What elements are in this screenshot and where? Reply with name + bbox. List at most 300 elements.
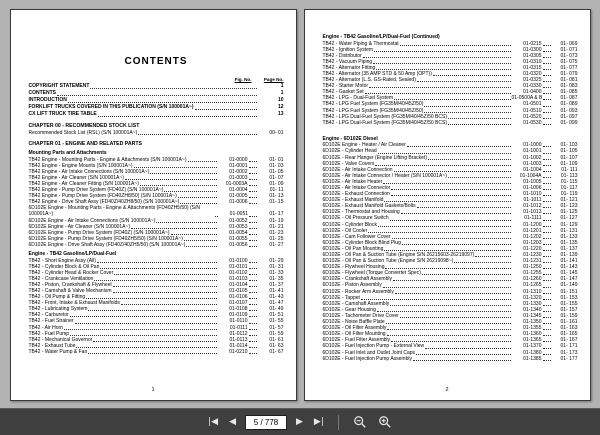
zoom-in-icon <box>378 415 392 429</box>
leader-dots <box>114 274 216 275</box>
zoom-in-button[interactable] <box>376 413 394 431</box>
toc-entry-fig: 01-1340 <box>523 306 542 313</box>
toc-entry-fig: 01-0051 <box>229 211 249 218</box>
toc-entry-page: 10 <box>277 97 284 103</box>
leader-dots <box>543 201 551 202</box>
toc-entry-label: TB42 - Cylinder Head & Rocker Cover <box>28 269 114 276</box>
toc-entry-label: TB42 Engine - Drive Shaft Assy (FD40Z/40ZH8/50) (S/N 100001A~) <box>28 199 180 206</box>
zoom-out-icon <box>353 415 367 429</box>
toc-entry-label: TB42 Engine - Pump Drive System (FD40Z) (S/N 100001A~) <box>28 187 164 194</box>
front-matter-list <box>29 83 284 118</box>
toc-entry-label: TB42 Engine - Air Cleaner Fitting (S/N 100001A~) <box>28 180 139 187</box>
leader-dots <box>543 177 551 178</box>
toc-entry-label: TB42 - LPG Dual-Fuel System (FG35M/40/45Z/50 BCS) <box>322 113 447 120</box>
leader-dots <box>543 69 551 70</box>
toc-entry-label: 6D102E - Oil Filter Assembly <box>322 325 387 332</box>
toc-entry-page: 01- 131 <box>560 227 578 234</box>
leader-dots <box>57 95 257 96</box>
leader-dots <box>138 134 256 135</box>
toc-entry-label: 6D102E - Fuel Injection Pump - External View <box>322 343 425 350</box>
toc-entry-fig: 01-0001 <box>229 162 248 169</box>
toc-entry-fig: 01-0400 <box>523 89 542 96</box>
toc-entry-label: TB42 - Carburetor <box>28 312 69 319</box>
toc-entry-fig: 01-1002 <box>523 154 542 161</box>
toc-entry-label: TB42 - LPG - Dual-Fuel System <box>322 95 394 102</box>
toc-entry-page: 01- 099 <box>560 119 578 126</box>
toc-entry-page: 01- 61 <box>269 336 284 343</box>
leader-dots <box>384 250 510 251</box>
leader-dots <box>178 197 217 198</box>
toc-entry-label: TB42 - Cylinder Block & Oil Pan <box>28 263 100 270</box>
toc-entry-label: 6D102E - Oil Cooler <box>322 227 368 234</box>
toc-entry-page: 01- 07 <box>269 174 284 181</box>
toc-entry-page: 01- 63 <box>269 342 284 349</box>
toc-entry-fig: 01-1200 <box>523 221 542 228</box>
toc-entry-page: 01- 151 <box>560 288 578 295</box>
toc-entry-label: TB42 Engine - Engine Mounts (S/N 100001A~) <box>28 162 133 169</box>
toc-entry-fig: 01-0300 <box>523 46 542 53</box>
leader-dots <box>417 207 511 208</box>
leader-dots <box>543 112 551 113</box>
toc-entry-label: TB42 - Fuel Strainer <box>28 318 74 325</box>
leader-dots <box>413 360 511 361</box>
leader-dots <box>68 102 257 103</box>
leader-dots <box>543 317 551 318</box>
toc-entry-label: TB42 - Air Horn <box>28 324 63 331</box>
prev-page-button[interactable]: ◀ <box>229 416 236 427</box>
toc-entry-page: 01- 141 <box>560 258 578 265</box>
toc-row[interactable] <box>29 90 284 97</box>
toc-row[interactable] <box>29 205 284 217</box>
toc-entry-page: 01- 149 <box>560 282 578 289</box>
leader-dots <box>188 161 217 162</box>
leader-dots <box>76 347 216 348</box>
toc-entry-label: TB42 Engine - Pump Drive System (FD40ZH8/50) (S/N 100001A~) <box>28 193 177 200</box>
toc-entry-page: 01- 13 <box>269 193 284 200</box>
leader-dots <box>448 124 511 125</box>
leader-dots <box>387 329 510 330</box>
toc-entry-label: 6D102E - Valve Covers <box>322 160 375 167</box>
toc-entry-page: 01- 069 <box>560 40 578 47</box>
toc-entry-label: 6D102E - Tachometer Drive Cover <box>322 312 399 319</box>
leader-dots <box>249 280 257 281</box>
leader-dots <box>417 81 511 82</box>
toc-entry-page: 01- 089 <box>560 101 578 108</box>
toc-entry-page: 01- 075 <box>560 58 578 65</box>
leader-dots <box>543 159 551 160</box>
toc-entry-fig: 01-1355 <box>523 325 542 332</box>
leader-dots <box>134 167 217 168</box>
leader-dots <box>88 353 216 354</box>
leader-dots <box>121 304 217 305</box>
leader-dots <box>249 234 257 235</box>
toc-entry-page: 01- 51 <box>269 312 284 319</box>
toc-entry-fig: 01-0114 <box>229 342 248 349</box>
leader-dots <box>375 165 510 166</box>
leader-dots <box>249 240 257 241</box>
toc-entry-page: 01- 079 <box>560 70 578 77</box>
toc-entry-fig: 01-0210 <box>229 348 248 355</box>
toc-entry-fig: 01-0310 <box>523 58 542 65</box>
leader-dots <box>428 159 511 160</box>
leader-dots <box>249 191 257 192</box>
leader-dots <box>86 298 216 299</box>
toc-entry-page: 13 <box>277 111 284 117</box>
leader-dots <box>543 323 551 324</box>
leader-dots <box>543 171 551 172</box>
toc-entry-page: 01- 67 <box>269 348 284 355</box>
toc-entry-page: 01- 083 <box>560 83 578 90</box>
leader-dots <box>390 305 510 306</box>
leader-dots <box>543 87 551 88</box>
toc-entry-label: TB42 - Ignition System <box>322 46 374 53</box>
toc-entry-fig: 01-0305 <box>523 52 542 59</box>
leader-dots <box>131 228 216 229</box>
page-no-header: Page No. <box>263 77 284 82</box>
leader-dots <box>249 246 257 247</box>
toc-entry-page: 01- 137 <box>560 245 578 252</box>
toc-entry-label: 6D102E - Fuel Inlet and Outlet Joint Caps <box>322 349 416 356</box>
toc-entry-label: 6D102E - Oil Pressure Switch <box>322 215 389 222</box>
toc-entry-fig: 01-1360 <box>523 331 542 338</box>
leader-dots <box>383 183 510 184</box>
toc-entry-fig: 01-1111 <box>524 215 542 222</box>
leader-dots <box>64 329 217 330</box>
toc-entry-label: 6D102E - Air Intake Connector <box>322 184 391 191</box>
toc-entry-label: 6D102E - Crankshaft Assembly <box>322 276 392 283</box>
toc-entry-fig: 01-0106 <box>229 294 248 301</box>
leader-dots <box>156 222 216 223</box>
toc-entry-fig: 01-1202 <box>523 233 542 240</box>
toc-entry-fig: 01-0102 <box>229 269 248 276</box>
toc-entry-page: 1 <box>280 90 284 96</box>
leader-dots <box>394 171 511 172</box>
leader-dots <box>249 347 257 348</box>
toc-entry-page: 01- 27 <box>269 241 284 248</box>
toc-row[interactable] <box>29 349 284 355</box>
toc-entry-page: 01- 171 <box>560 343 578 350</box>
leader-dots <box>361 299 511 300</box>
leader-dots <box>378 153 511 154</box>
leader-dots <box>392 238 511 239</box>
toc-entry-page: 01- 41 <box>269 287 284 294</box>
toc-entry-fig: 01-1011 <box>523 197 542 204</box>
toc-entry-fig: 01-0111 <box>229 324 248 331</box>
toc-entry-fig: 01-0006 <box>229 199 248 206</box>
leader-dots <box>249 179 257 180</box>
toc-entry-page: 01- 127 <box>560 215 578 222</box>
toc-entry-label: TB42 - Lubricating System <box>28 306 88 313</box>
toc-entry-fig: 01-1010 <box>523 191 542 198</box>
next-page-button[interactable]: ▶ <box>296 416 303 427</box>
leader-dots <box>448 118 511 119</box>
toc-entry-label: 6D102E - Rocker Arm Assembly <box>322 288 394 295</box>
leader-dots <box>249 274 257 275</box>
leader-dots <box>249 323 257 324</box>
toc-entry-page: 01- 085 <box>560 89 578 96</box>
leader-dots <box>100 268 216 269</box>
diesel-engine-heading: Engine - 6D102E Diesel <box>322 135 378 142</box>
toc-entry-page: 01- 25 <box>269 235 284 242</box>
toc-entry-label: 6D102E - Oil Pan & Suction Tube (Engine S/N 26219098~) <box>322 258 454 265</box>
leader-dots <box>249 262 257 263</box>
toc-entry-label: TB42 Engine - Air Cleaner (S/N 100001A~) <box>28 174 124 181</box>
leader-dots <box>171 234 217 235</box>
toc-entry-label: 6D102E - Gear Housing <box>322 306 376 313</box>
toc-entry-page: 01- 125 <box>560 209 578 216</box>
toc-entry-page: 01- 165 <box>560 331 578 338</box>
toc-entry-label: TB42 - Oil Pump & Fitting <box>28 294 86 301</box>
leader-dots <box>249 228 257 229</box>
leader-dots <box>184 240 217 241</box>
leader-dots <box>543 274 551 275</box>
leader-dots <box>97 262 216 263</box>
toc-entry-label: TB42 - Front, Intake & Exhaust Manifolds <box>28 300 120 307</box>
toc-entry-label: 6D102E - Tappet <box>322 294 360 301</box>
toc-entry-label: 6D102E - Piston Assembly <box>322 282 382 289</box>
leader-dots <box>543 45 551 46</box>
toc-entry-label: TB42 - Vacuum Piping <box>322 58 373 65</box>
tb42-engine-heading: Engine - TB42 Gasoline/LP/Dual-Fuel <box>28 251 117 257</box>
toc-entry-fig: 01-1260 <box>523 276 542 283</box>
leader-dots <box>416 354 510 355</box>
leader-dots <box>454 262 510 263</box>
toc-entry-fig: 01-1370 <box>523 343 542 350</box>
toc-entry-fig: 01-0105 <box>229 287 248 294</box>
leader-dots <box>543 220 551 221</box>
toc-entry-fig: 01-0109 <box>229 312 248 319</box>
toc-entry-page: 01- 073 <box>560 52 578 59</box>
toc-row[interactable] <box>323 356 578 362</box>
toc-entry-page: 01- 109 <box>560 160 578 167</box>
leader-dots <box>249 268 257 269</box>
toc-entry-page: 01- 157 <box>560 306 578 313</box>
toc-entry-label: TB42 - Alternator (L.S. GS-Rated, Sealed) <box>322 77 416 84</box>
leader-dots <box>186 246 216 247</box>
mounting-parts-list <box>29 157 284 248</box>
toc-entry-page: 01- 03 <box>269 162 284 169</box>
page-indicator[interactable]: 5 / 778 <box>245 415 287 430</box>
toc-entry-label: TB42 - Starter Motor <box>322 83 369 90</box>
toc-row[interactable] <box>29 104 284 111</box>
leader-dots <box>400 45 511 46</box>
toc-entry-label: TB42 - LPG Fuel System (FG35M/40/45Z/50) <box>322 101 424 108</box>
leader-dots <box>543 329 551 330</box>
leader-dots <box>376 69 510 70</box>
toc-entry-page: 01- 105 <box>560 148 578 155</box>
toc-entry-page: 01- 05 <box>269 168 284 175</box>
leader-dots <box>369 87 510 88</box>
toc-entry-fig: 01-1012 <box>523 203 542 210</box>
toc-entry-fig: 01-0330 <box>523 83 542 90</box>
toc-entry-label: TB42 - Distributor <box>322 52 362 59</box>
toc-entry-page: 01- 115 <box>560 178 578 185</box>
toc-entry-label: 6D102E - Oil Pan & Suction Tube (Engine S/N 26215603-26219097) <box>322 252 475 258</box>
toc-entry-page: 01- 081 <box>560 77 578 84</box>
leader-dots <box>98 116 257 117</box>
leader-dots <box>543 238 551 239</box>
first-page-button[interactable]: |◀ <box>208 416 219 427</box>
toc-entry-fig: 01-0055 <box>229 235 248 242</box>
toc-entry-page: 01- 133 <box>560 233 578 240</box>
zoom-out-button[interactable] <box>351 413 369 431</box>
toc-entry-page: 01- 129 <box>560 221 578 228</box>
leader-dots <box>543 75 551 76</box>
toc-entry-fig: 01-0005 <box>229 193 248 200</box>
leader-dots <box>543 250 551 251</box>
toc-entry-page: 01- 43 <box>269 294 284 301</box>
toc-entry-fig: 01-0501 <box>523 101 542 108</box>
toc-entry-fig: 01-1013 <box>523 209 542 216</box>
toc-entry-fig: 01-0315 <box>523 64 542 71</box>
toc-entry-page: 01- 15 <box>269 199 284 206</box>
leader-dots <box>113 286 217 287</box>
toc-entry-label: 6D102E Engine - Drive Shaft Assy (FD40Z/40ZH5/50) (S/N 100001A~) <box>28 241 186 248</box>
leader-dots <box>543 280 551 281</box>
leader-dots <box>543 146 551 147</box>
contents-title: CONTENTS <box>124 56 188 67</box>
toc-entry-page: 01- 121 <box>560 197 578 204</box>
toc-entry-label: 6D102E - Oil Filter Mounting <box>322 331 386 338</box>
toc-entry-page: 01- 11 <box>269 187 284 194</box>
leader-dots <box>543 153 551 154</box>
toc-entry-fig: 01-1310 <box>523 288 542 295</box>
chapter-01-heading: CHAPTER 01 - ENGINE AND RELATED PARTS <box>28 140 142 147</box>
toc-entry-label: 6D102E Engine - Pump Drive System (FD40ZH5/50) (S/N 100001A~) <box>28 235 183 242</box>
toc-entry-page: 01- 139 <box>560 252 578 258</box>
toc-entry-label: Recommended Stock List (RSL) (S/N 100001A~) <box>28 129 138 136</box>
leader-dots <box>93 341 216 342</box>
leader-dots <box>543 293 551 294</box>
toc-entry-fig: 01-1001 <box>523 148 542 155</box>
leader-dots <box>543 63 551 64</box>
leader-dots <box>543 299 551 300</box>
toc-entry-label: 6D102E - Air Intake Connector / Heater (S/N 100001A~) <box>322 172 447 179</box>
toc-entry-page: 01- 29 <box>269 257 284 264</box>
toc-entry-page: 01- 47 <box>269 300 284 307</box>
toc-entry-fig: 01-1004 <box>523 166 542 173</box>
toc-entry-page: 01- 155 <box>560 300 578 307</box>
leader-dots <box>215 216 218 217</box>
toc-entry-fig: 01-1004A <box>519 172 542 179</box>
toc-entry-label: TB42 - LPG Fuel System (FG35M/40/45Z/50) <box>322 107 424 114</box>
toc-entry-label: TB42 - Mechanical Governor <box>28 336 93 343</box>
leader-dots <box>543 81 551 82</box>
leader-dots <box>249 353 257 354</box>
toc-entry-fig: 01-0530 <box>523 119 542 126</box>
toc-row[interactable] <box>29 83 284 90</box>
leader-dots <box>543 99 551 100</box>
leader-dots <box>249 304 257 305</box>
toc-entry-fig: 01-1385 <box>523 355 542 362</box>
toc-entry-label: 6D102E - Exhaust Manifold Gaskets/Bolts <box>322 203 416 210</box>
toc-entry-fig: 01-1005 <box>523 178 542 185</box>
leader-dots <box>407 146 511 147</box>
leader-dots <box>365 93 511 94</box>
toc-entry-fig: 01-0108 <box>229 306 248 313</box>
toc-entry-label: 6D102E - Noise Baffle Plate <box>322 319 385 326</box>
leader-dots <box>543 124 551 125</box>
leader-dots <box>384 201 510 202</box>
toc-entry-page: 01- 153 <box>560 294 578 301</box>
toc-entry-page: 01- 167 <box>560 337 578 344</box>
toc-entry-label: COPYRIGHT STATEMENT <box>28 83 90 89</box>
toc-row[interactable] <box>29 242 284 248</box>
leader-dots <box>424 112 510 113</box>
leader-dots <box>543 305 551 306</box>
leader-dots <box>195 109 257 110</box>
toc-entry-page: 01- 111 <box>561 166 578 173</box>
leader-dots <box>374 51 510 52</box>
leader-dots <box>125 179 217 180</box>
leader-dots <box>249 335 257 336</box>
leader-dots <box>140 185 217 186</box>
toc-entry-page: 01- 49 <box>269 306 284 313</box>
last-page-button[interactable]: ▶| <box>313 416 324 427</box>
toc-entry-page: 01- 163 <box>560 325 578 332</box>
toc-entry-label: 6D102E - Cam Follower Cover <box>322 233 391 240</box>
toc-entry-fig: 01-1365 <box>523 337 542 344</box>
toc-entry-label: TB42 Engine - Air Intake Connections (S/N 100001A~) <box>28 168 150 175</box>
toc-row[interactable] <box>29 130 284 136</box>
toc-entry-label: TB42 - Crankcase Ventilation <box>28 275 94 282</box>
toc-entry-label: INTRODUCTION <box>28 97 67 103</box>
toc-entry-fig: 01-0000 <box>229 156 248 163</box>
leader-dots <box>249 197 257 198</box>
toc-entry-fig: 01-0112 <box>229 330 248 337</box>
page-number-footer: 2 <box>445 387 449 393</box>
toc-entry-label: CX LIFT TRUCK TIRE TABLE <box>28 111 97 117</box>
leader-dots <box>249 167 257 168</box>
toc-entry-label: 6D102E Engine - Pump Drive System (FD40Z) (S/N 100001A~) <box>28 229 170 236</box>
leader-dots <box>543 360 551 361</box>
toc-entry-label: TB42 - Exhaust Tube <box>28 342 76 349</box>
toc-entry-label: 6D102E - Thermostat and Housing <box>322 209 400 216</box>
leader-dots <box>386 323 511 324</box>
toc-entry-page: 01- 147 <box>560 276 578 283</box>
toc-entry-fig: 01-1345 <box>523 312 542 319</box>
toc-entry-page: 01- 145 <box>560 270 578 277</box>
leader-dots <box>94 280 216 281</box>
toc-row[interactable] <box>29 111 284 118</box>
chapter-00-heading: CHAPTER 00 - RECOMMENDED STOCK LIST <box>28 123 140 129</box>
toc-entry-page: 01- 31 <box>269 263 284 270</box>
toc-entry-label: 6D102E Engine - Heater / Air Cleaner <box>322 142 406 149</box>
toc-entry-page: 01- 143 <box>560 264 578 271</box>
toc-entry-fig: 01-0052 <box>229 217 248 224</box>
toc-entry-page: 01- 087 <box>560 95 578 102</box>
toc-entry-page: 01- 107 <box>560 154 578 161</box>
leader-dots <box>249 292 257 293</box>
leader-dots <box>363 57 511 58</box>
toc-row[interactable] <box>29 97 284 104</box>
toc-entry-page: 01- 071 <box>560 46 578 53</box>
toc-entry-fig: 01-1201 <box>523 227 542 234</box>
leader-dots <box>422 274 511 275</box>
toc-entry-page: 01- 177 <box>560 355 578 362</box>
toc-entry-fig: 01-1350 <box>523 319 542 326</box>
toc-entry-page: 01- 59 <box>269 330 284 337</box>
leader-dots <box>543 244 551 245</box>
toc-entry-page: 01- 077 <box>560 64 578 71</box>
toc-entry-fig: 01-1220 <box>523 245 542 252</box>
leader-dots <box>393 280 511 281</box>
toc-entry-page: 1 <box>280 83 284 89</box>
toc-entry-page: 01- 097 <box>560 113 578 120</box>
toc-entry-fig: 01-0056 <box>229 241 248 248</box>
toc-entry-label: TB42 - Water Piping & Thermostat <box>322 40 399 47</box>
toc-entry-page: 12 <box>277 104 284 110</box>
